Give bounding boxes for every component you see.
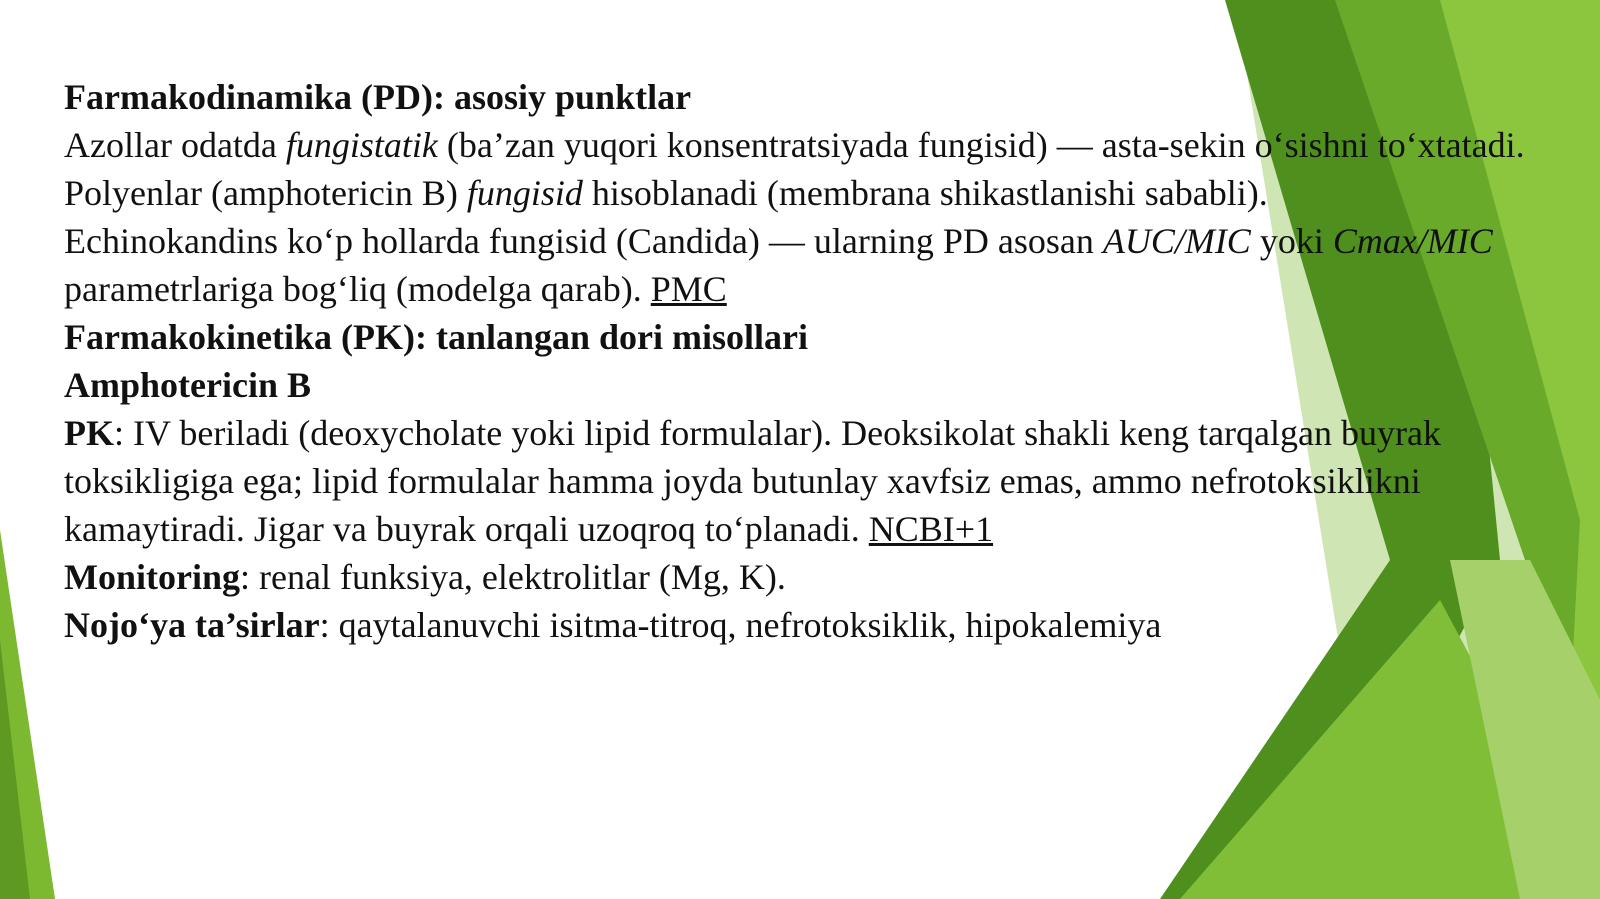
echino-text-post: parametrlariga bog‘liq (modelga qarab).	[64, 269, 651, 309]
side-effects-text: : qaytalanuvchi isitma-titroq, nefrotoksiklik, hipokalemiya	[319, 605, 1162, 645]
drug-name-heading: Amphotericin B	[64, 365, 311, 405]
ncbi-link[interactable]: NCBI+1	[868, 509, 994, 549]
polyen-text-post: hisoblanadi (membrana shikastlanishi sababli).	[582, 173, 1268, 213]
echino-emphasis-cmax: Cmax/MIC	[1332, 221, 1493, 261]
azol-paragraph	[64, 121, 1544, 169]
side-effects-paragraph	[64, 601, 1544, 649]
echino-paragraph	[64, 217, 1544, 313]
slide-body-text	[64, 73, 1544, 649]
azol-emphasis: fungistatik	[285, 125, 438, 165]
echino-text-mid: yoki	[1250, 221, 1333, 261]
pk-label: PK	[64, 413, 114, 453]
pk-paragraph	[64, 409, 1544, 553]
polyen-paragraph	[64, 169, 1544, 217]
echino-emphasis-auc: AUC/MIC	[1102, 221, 1251, 261]
monitoring-label: Monitoring	[64, 557, 240, 597]
polyen-text-pre: Polyenlar (amphotericin B)	[64, 173, 467, 213]
azol-text-pre: Azollar odatda	[64, 125, 286, 165]
echino-text-pre: Echinokandins ko‘p hollarda fungisid (Candida) — ularning PD asosan	[64, 221, 1103, 261]
monitoring-text: : renal funksiya, elektrolitlar (Mg, K).	[240, 557, 786, 597]
polyen-emphasis: fungisid	[466, 173, 583, 213]
azol-text-post: (ba’zan yuqori konsentratsiyada fungisid) — asta-sekin o‘sishni to‘xtatadi.	[437, 125, 1525, 165]
pd-heading: Farmakodinamika (PD): asosiy punktlar	[64, 77, 692, 117]
pmc-link[interactable]: PMC	[650, 269, 727, 309]
pk-heading: Farmakokinetika (PK): tanlangan dori misollari	[64, 317, 809, 357]
side-effects-label: Nojo‘ya ta’sirlar	[64, 605, 320, 645]
pk-text: : IV beriladi (deoxycholate yoki lipid formulalar). Deoksikolat shakli keng tarqalgan buyrak toksikligiga ega; lipid formulalar hamma joyda butunlay xavfsiz emas, ammo nefrotoksiklikni kamaytiradi. Jigar va buyrak orqali uzoqroq to‘planadi.	[64, 413, 1441, 549]
monitoring-paragraph	[64, 553, 1544, 601]
